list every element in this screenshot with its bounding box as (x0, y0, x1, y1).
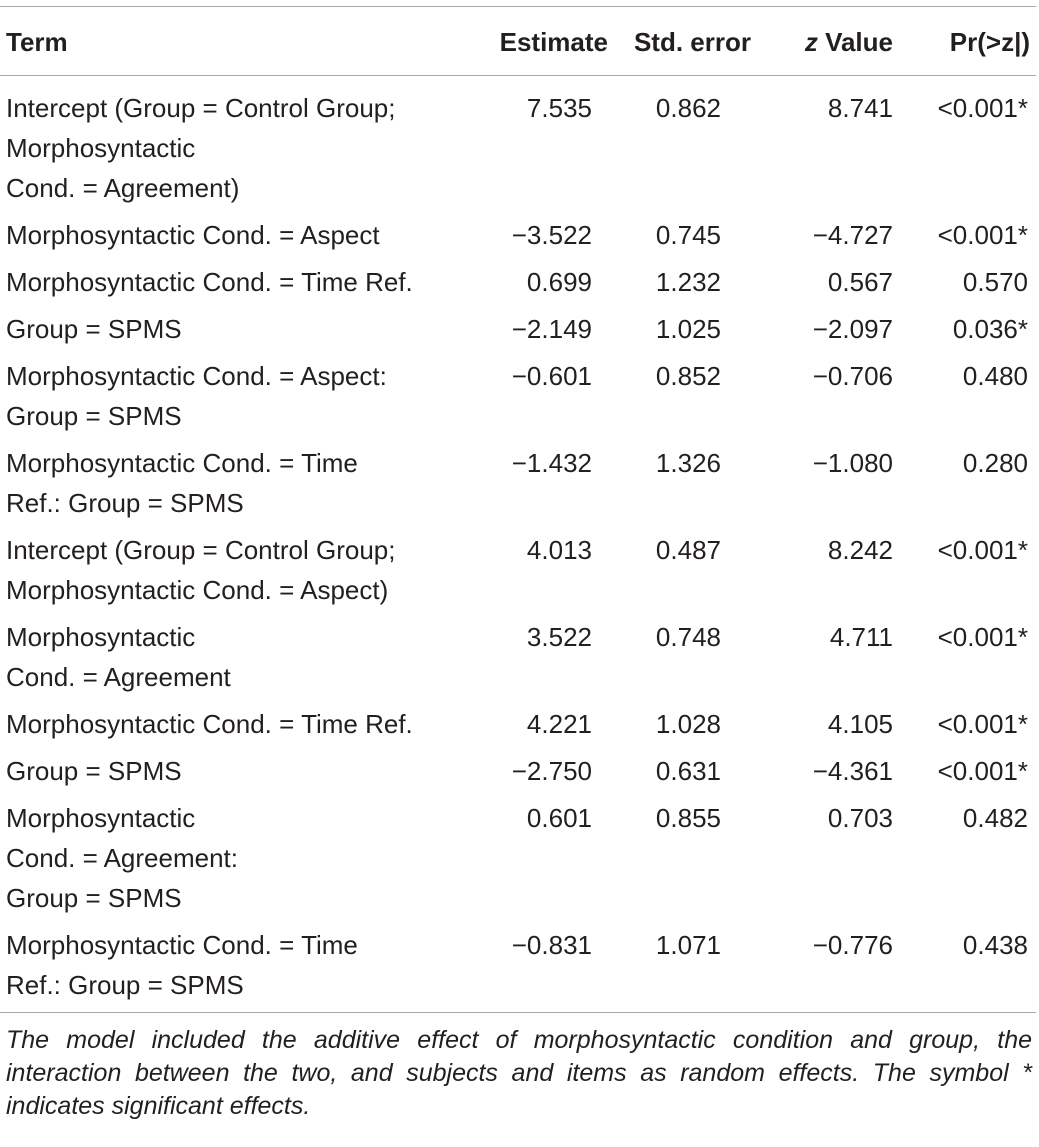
estimate-cell: −0.601 (511, 361, 592, 391)
header-estimate: Estimate (499, 27, 608, 57)
term-cell (0, 704, 460, 751)
header-std-error: Std. error (633, 27, 751, 57)
std-error-cell: 0.487 (655, 535, 721, 565)
table-row (0, 617, 1036, 704)
p-value-cell: <0.001* (937, 93, 1028, 123)
p-value-cell: 0.036* (952, 314, 1028, 344)
term-line: Group = SPMS (6, 401, 182, 431)
table-footnote: The model included the additive effect of morphosyntactic condition and group, the interaction between the two, and subjects and items as random effects. The symbol * indicates significant effects. (6, 1026, 1032, 1120)
term-line: Morphosyntactic Cond. = Time (6, 930, 358, 960)
z-value-cell: −0.776 (812, 930, 893, 960)
table-row (0, 925, 1036, 1012)
p-value-cell: <0.001* (937, 220, 1028, 250)
std-error-cell: 0.862 (655, 93, 721, 123)
regression-table-container (0, 6, 1036, 1123)
table-row (0, 530, 1036, 617)
std-error-cell: 1.025 (655, 314, 721, 344)
header-term: Term (6, 27, 68, 57)
term-line: Morphosyntactic Cond. = Time Ref. (6, 267, 413, 297)
term-line: Group = SPMS (6, 883, 182, 913)
std-error-cell: 0.855 (655, 803, 721, 833)
term-line: Morphosyntactic (6, 803, 196, 833)
z-value-cell: 4.711 (829, 622, 893, 652)
p-value-cell: <0.001* (937, 535, 1028, 565)
term-line: Ref.: Group = SPMS (6, 488, 244, 518)
header-z-letter: z (804, 27, 818, 57)
table-row (0, 215, 1036, 262)
estimate-cell: 4.013 (526, 535, 592, 565)
estimate-cell: 4.221 (526, 709, 592, 739)
term-cell (0, 215, 460, 262)
term-line: Morphosyntactic Cond. = Time (6, 448, 358, 478)
std-error-cell: 1.071 (655, 930, 721, 960)
z-value-cell: −0.706 (812, 361, 893, 391)
p-value-cell: <0.001* (937, 709, 1028, 739)
z-value-cell: −1.080 (812, 448, 893, 478)
p-value-cell: 0.438 (962, 930, 1028, 960)
z-value-cell: 8.741 (827, 93, 893, 123)
z-value-cell: −4.361 (812, 756, 893, 786)
table-row (0, 751, 1036, 798)
std-error-cell: 0.852 (655, 361, 721, 391)
term-line: Morphosyntactic Cond. = Aspect: (6, 361, 387, 391)
std-error-cell: 0.745 (655, 220, 721, 250)
estimate-cell: 0.601 (526, 803, 592, 833)
term-cell (0, 443, 460, 530)
std-error-cell: 0.748 (655, 622, 721, 652)
term-line: Group = SPMS (6, 756, 182, 786)
p-value-cell: <0.001* (937, 756, 1028, 786)
table-row (0, 262, 1036, 309)
table-row (0, 704, 1036, 751)
term-line: Morphosyntactic Cond. = Time Ref. (6, 709, 413, 739)
term-line: Intercept (Group = Control Group; (6, 93, 396, 123)
term-cell (0, 751, 460, 798)
estimate-cell: −3.522 (511, 220, 592, 250)
header-p-value: Pr(>z|) (949, 27, 1030, 57)
estimate-cell: 7.535 (526, 93, 592, 123)
term-cell (0, 309, 460, 356)
term-cell (0, 798, 460, 925)
term-line: Morphosyntactic Cond. = Aspect (6, 220, 380, 250)
table-row (0, 309, 1036, 356)
header-z-value (751, 7, 903, 75)
table-header (0, 7, 1036, 75)
term-line: Group = SPMS (6, 314, 182, 344)
p-value-cell: <0.001* (937, 622, 1028, 652)
p-value-cell: 0.480 (962, 361, 1028, 391)
estimate-cell: −2.149 (511, 314, 592, 344)
table-body (0, 76, 1036, 1012)
term-line: Cond. = Agreement (6, 662, 231, 692)
std-error-cell: 1.028 (655, 709, 721, 739)
regression-table-body (0, 76, 1036, 1012)
table-row (0, 798, 1036, 925)
z-value-cell: −2.097 (812, 314, 893, 344)
header-z-rest: Value (817, 27, 893, 57)
p-value-cell: 0.482 (962, 803, 1028, 833)
std-error-cell: 1.326 (655, 448, 721, 478)
term-cell (0, 262, 460, 309)
estimate-cell: −1.432 (511, 448, 592, 478)
z-value-cell: 8.242 (827, 535, 893, 565)
z-value-cell: 0.567 (827, 267, 893, 297)
table-row (0, 356, 1036, 443)
term-line: Ref.: Group = SPMS (6, 970, 244, 1000)
estimate-cell: 3.522 (526, 622, 592, 652)
term-line: Morphosyntactic (6, 133, 196, 163)
header-row (0, 7, 1036, 75)
estimate-cell: −2.750 (511, 756, 592, 786)
estimate-cell: 0.699 (526, 267, 592, 297)
table-row (0, 443, 1036, 530)
term-line: Cond. = Agreement) (6, 173, 240, 203)
term-line: Cond. = Agreement: (6, 843, 238, 873)
term-cell (0, 925, 460, 1012)
z-value-cell: −4.727 (812, 220, 893, 250)
z-value-cell: 4.105 (827, 709, 893, 739)
term-cell (0, 617, 460, 704)
std-error-cell: 0.631 (655, 756, 721, 786)
z-value-cell: 0.703 (827, 803, 893, 833)
term-line: Morphosyntactic Cond. = Aspect) (6, 575, 389, 605)
term-line: Morphosyntactic (6, 622, 196, 652)
table-row (0, 76, 1036, 215)
term-line: Intercept (Group = Control Group; (6, 535, 396, 565)
term-cell (0, 530, 460, 617)
p-value-cell: 0.570 (962, 267, 1028, 297)
term-cell (0, 356, 460, 443)
std-error-cell: 1.232 (655, 267, 721, 297)
regression-table (0, 7, 1036, 75)
estimate-cell: −0.831 (511, 930, 592, 960)
term-cell (0, 76, 460, 215)
p-value-cell: 0.280 (962, 448, 1028, 478)
